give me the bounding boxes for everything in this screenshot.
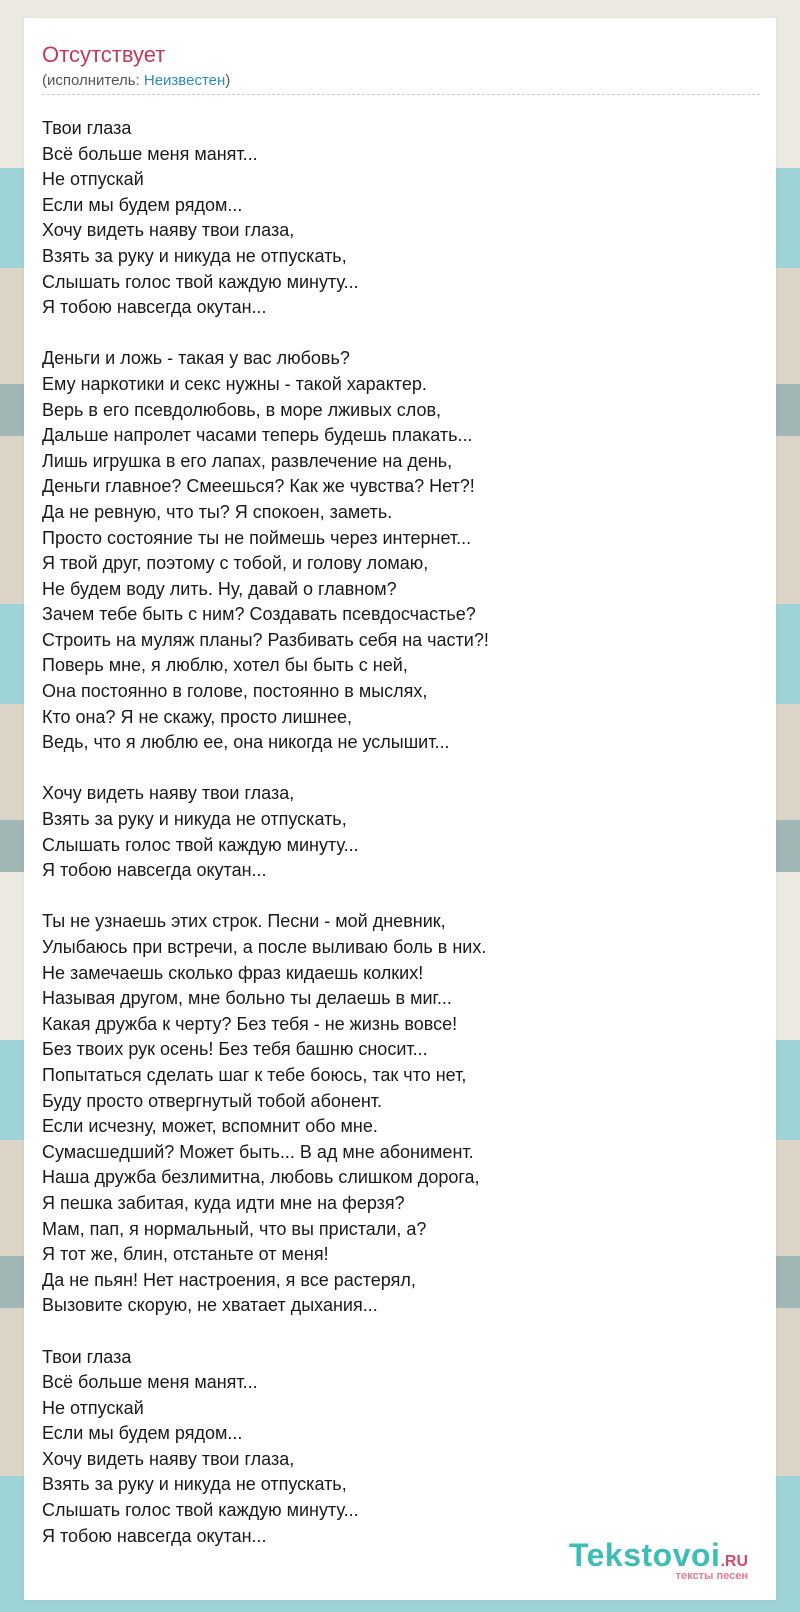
- logo-tld: .RU: [720, 1553, 748, 1570]
- song-title: Отсутствует: [42, 42, 166, 67]
- artist-suffix: ): [225, 72, 231, 89]
- artist-line: [42, 71, 230, 91]
- artist-link[interactable]: Неизвестен: [143, 72, 226, 89]
- artist-prefix: (исполнитель:: [42, 72, 144, 89]
- lyrics-text: Твои глаза Всё больше меня манят... Не отпускай Если мы будем рядом... Хочу видеть наяву твои глаза, Взять за руку и никуда не отпускать, Слышать голос твой каждую минуту... Я тобою навсегда окутан... Деньги и ложь - такая у вас любовь? Ему наркотики и секс нужны - такой характер. Верь в его псевдолюбовь, в море лживых слов, Дальше напролет часами теперь будешь плакать... Лишь игрушка в его лапах, развлечение на день, Деньги главное? Смеешься? Как же чувства? Нет?! Да не ревную, что ты? Я спокоен, заметь. Просто состояние ты не поймешь через интернет... Я твой друг, поэтому с тобой, и голову ломаю, Не будем воду лить. Ну, давай о главном? Зачем тебе быть с ним? Создавать псевдосчастье? Строить на муляж планы? Разбивать себя на части?! Поверь мне, я люблю, хотел бы быть с ней, Она постоянно в голове, постоянно в мыслях, Кто она? Я не скажу, просто лишнее, Ведь, что я люблю ее, она никогда не услышит... Хочу видеть наяву твои глаза, Взять за руку и никуда не отпускать, Слышать голос твой каждую минуту... Я тобою навсегда окутан... Ты не узнаешь этих строк. Песни - мой дневник, Улыбаюсь при встречи, а после выливаю боль в них. Не замечаешь сколько фраз кидаешь колких! Называя другом, мне больно ты делаешь в миг... Какая дружба к черту? Без тебя - не жизнь вовсе! Без твоих рук осень! Без тебя башню сносит... Попытаться сделать шаг к тебе боюсь, так что нет, Буду просто отвергнутый тобой абонент. Если исчезну, может, вспомнит обо мне. Сумасшедший? Может быть... В ад мне абонимент. Наша дружба безлимитна, любовь слишком дорога, Я пешка забитая, куда идти мне на ферзя? Мам, пап, я нормальный, что вы пристали, а? Я тот же, блин, отстаньте от меня! Да не пьян! Нет настроения, я все растерял, Вызовите скорую, не хватает дыхания... Твои глаза Всё больше меня манят... Не отпускай Если мы будем рядом... Хочу видеть наяву твои глаза, Взять за руку и никуда не отпускать, Слышать голос твой каждую минуту... Я тобою навсегда окутан...: [42, 118, 489, 1546]
- logo-tagline: тексты песен: [675, 1570, 748, 1582]
- lyrics-card: [24, 18, 776, 1600]
- logo-name: Tekstovoi: [568, 1537, 721, 1573]
- site-logo[interactable]: [569, 1538, 748, 1582]
- title-divider: [42, 94, 760, 95]
